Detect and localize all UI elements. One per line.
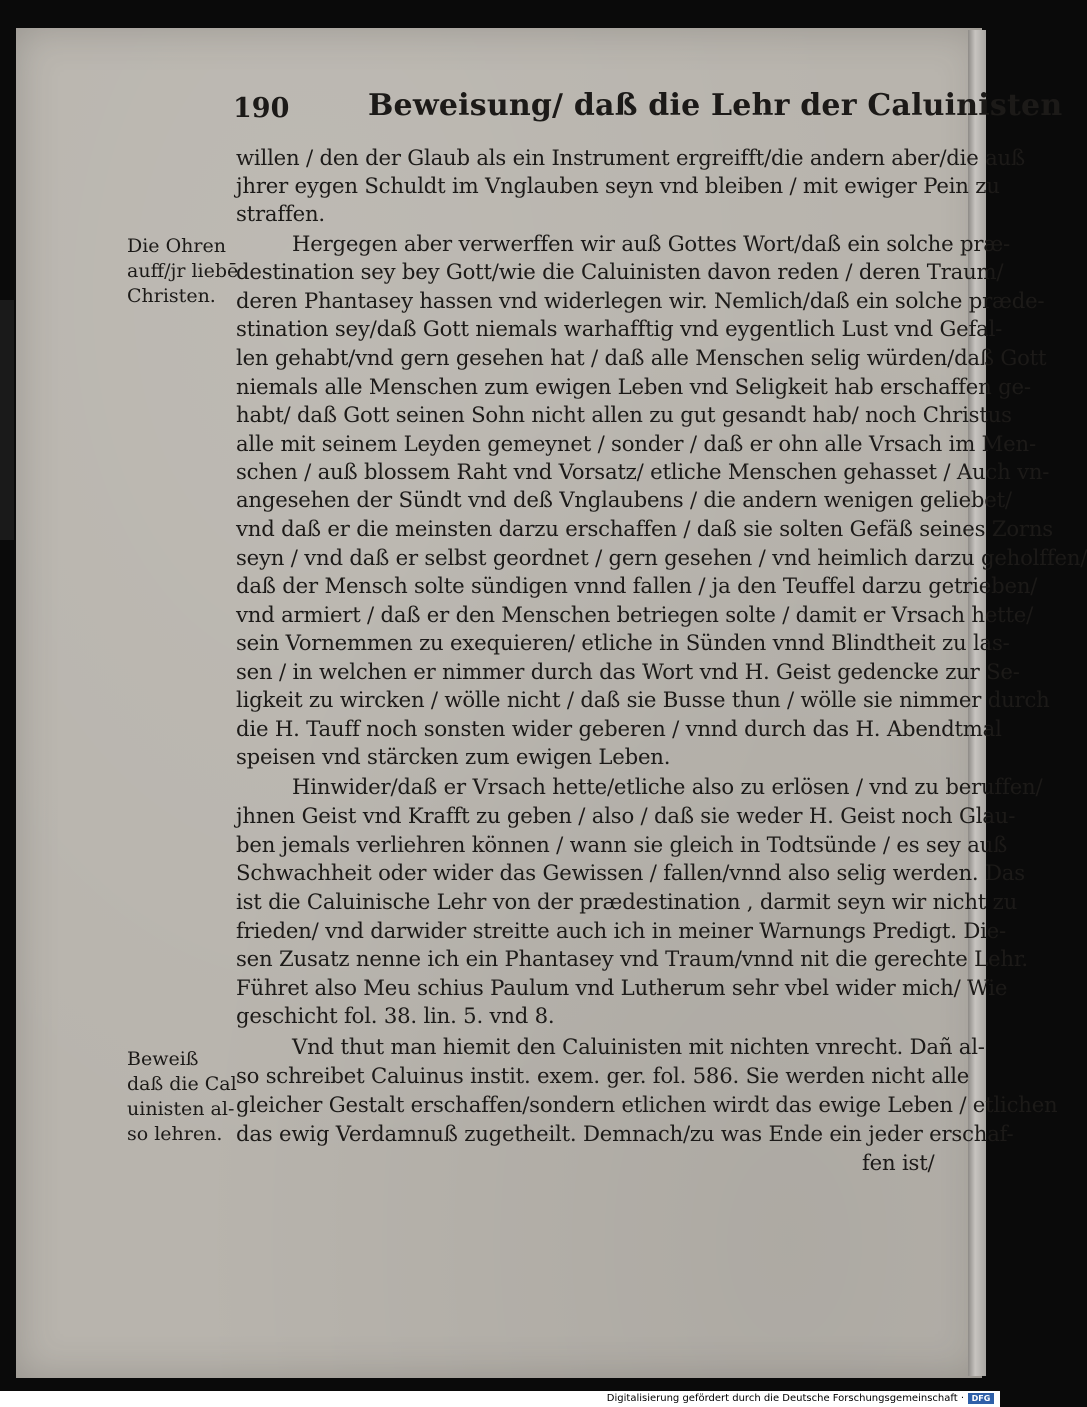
text-line: seyn / vnd daß er selbst geordnet / gern gesehen / vnd heimlich darzu geholffen/ xyxy=(236,545,1087,570)
text-line: die H. Tauff noch sonsten wider geberen / vnnd durch das H. Abendtmal xyxy=(236,716,1002,741)
marginal-note: uinisten al- xyxy=(127,1098,235,1120)
marginal-note: Die Ohren xyxy=(127,235,226,257)
text-line: frieden/ vnd darwider streitte auch ich in meiner Warnungs Predigt. Die- xyxy=(236,918,1006,943)
text-line: jhrer eygen Schuldt im Vnglauben seyn vnd bleiben / mit ewiger Pein zu xyxy=(236,173,1000,198)
text-line: daß der Mensch solte sündigen vnnd fallen / ja den Teuffel darzu getrieben/ xyxy=(236,573,1038,598)
text-line: ben jemals verliehren können / wann sie gleich in Todtsünde / es sey auß xyxy=(236,832,1008,857)
text-line: Hinwider/daß er Vrsach hette/etliche also zu erlösen / vnd zu beruffen/ xyxy=(292,774,1043,799)
text-line: geschicht fol. 38. lin. 5. vnd 8. xyxy=(236,1003,555,1028)
page-number: 190 xyxy=(233,93,290,124)
text-line: das ewig Verdamnuß zugetheilt. Demnach/zu was Ende ein jeder erschaf- xyxy=(236,1121,1014,1146)
text-line: Schwachheit oder wider das Gewissen / fallen/vnnd also selig werden. Das xyxy=(236,860,1025,885)
text-line: destination sey bey Gott/wie die Caluinisten davon reden / deren Traum/ xyxy=(236,259,1004,284)
text-line: jhnen Geist vnd Krafft zu geben / also / daß sie weder H. Geist noch Glau- xyxy=(236,803,1016,828)
marginal-note: auff/jr liebē xyxy=(127,260,239,282)
text-line: len gehabt/vnd gern gesehen hat / daß alle Menschen selig würden/daß Gott xyxy=(236,345,1047,370)
text-line: vnd daß er die meinsten darzu erschaffen / daß sie solten Gefäß seines Zorns xyxy=(236,516,1053,541)
text-line: Vnd thut man hiemit den Caluinisten mit nichten vnrecht. Dañ al- xyxy=(292,1034,985,1059)
text-line: schen / auß blossem Raht vnd Vorsatz/ etliche Menschen gehasset / Auch vn- xyxy=(236,459,1050,484)
text-line: ligkeit zu wircken / wölle nicht / daß sie Busse thun / wölle sie nimmer durch xyxy=(236,687,1050,712)
scan-shadow xyxy=(0,300,14,540)
text-line: vnd armiert / daß er den Menschen betriegen solte / damit er Vrsach hette/ xyxy=(236,602,1034,627)
marginal-note: Beweiß xyxy=(127,1048,199,1070)
text-line: sein Vornemmen zu exequieren/ etliche in Sünden vnnd Blindtheit zu las- xyxy=(236,630,1010,655)
text-line: Führet also Meu schius Paulum vnd Lutherum sehr vbel wider mich/ Wie xyxy=(236,975,1008,1000)
text-line: fen ist/ xyxy=(862,1150,935,1175)
text-line: stination sey/daß Gott niemals warhafftig vnd eygentlich Lust vnd Gefal- xyxy=(236,316,1003,341)
text-line: speisen vnd stärcken zum ewigen Leben. xyxy=(236,744,671,769)
text-line: angesehen der Sündt vnd deß Vnglaubens / die andern wenigen geliebet/ xyxy=(236,487,1012,512)
text-line: alle mit seinem Leyden gemeynet / sonder / daß er ohn alle Vrsach im Men- xyxy=(236,431,1036,456)
text-line: gleicher Gestalt erschaffen/sondern etlichen wirdt das ewige Leben / etlichen xyxy=(236,1092,1058,1117)
marginal-note: daß die Cal xyxy=(127,1073,237,1095)
dfg-logo: DFG xyxy=(968,1393,994,1404)
marginal-note: so lehren. xyxy=(127,1123,223,1145)
text-line: deren Phantasey hassen vnd widerlegen wir. Nemlich/daß ein solche præde- xyxy=(236,288,1045,313)
text-line: so schreibet Caluinus instit. exem. ger. fol. 586. Sie werden nicht alle xyxy=(236,1063,970,1088)
footer-credit: Digitalisierung gefördert durch die Deutsche Forschungsgemeinschaft · xyxy=(606,1393,964,1404)
text-line: straffen. xyxy=(236,201,325,226)
text-line: sen / in welchen er nimmer durch das Wort vnd H. Geist gedencke zur Se- xyxy=(236,659,1020,684)
text-line: Hergegen aber verwerffen wir auß Gottes Wort/daß ein solche præ- xyxy=(292,231,1010,256)
text-line: sen Zusatz nenne ich ein Phantasey vnd Traum/vnnd nit die gerechte Lehr. xyxy=(236,946,1028,971)
marginal-note: Christen. xyxy=(127,285,216,307)
text-line: ist die Caluinische Lehr von der prædestination , darmit seyn wir nicht zu xyxy=(236,889,1018,914)
text-line: willen / den der Glaub als ein Instrument ergreifft/die andern aber/die auß xyxy=(236,145,1025,170)
text-line: habt/ daß Gott seinen Sohn nicht allen zu gut gesandt hab/ noch Christus xyxy=(236,402,1012,427)
text-line: niemals alle Menschen zum ewigen Leben vnd Seligkeit hab erschaffen ge- xyxy=(236,374,1031,399)
running-head: Beweisung/ daß die Lehr der Caluinisten xyxy=(368,88,1063,123)
